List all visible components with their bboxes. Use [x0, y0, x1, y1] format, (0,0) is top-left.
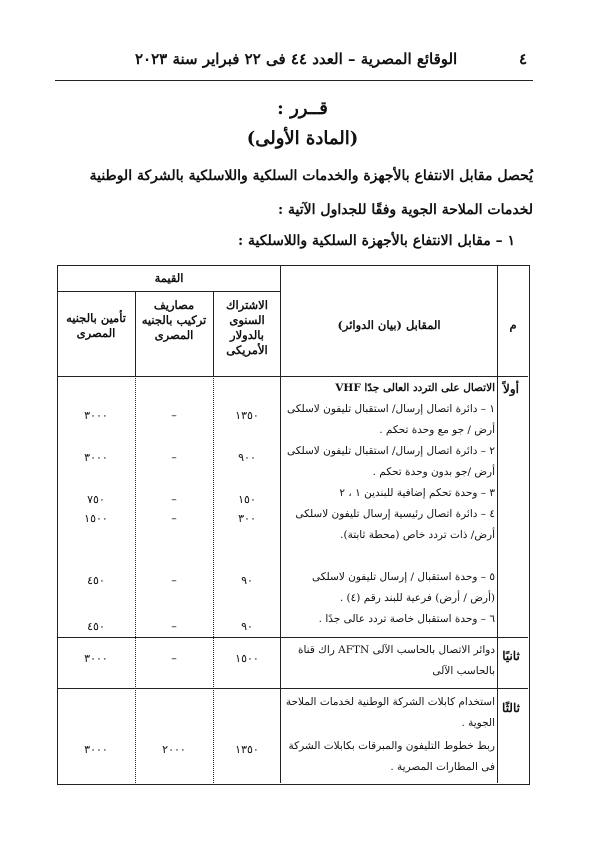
installation-value: –	[171, 652, 177, 665]
running-title: الوقائع المصرية – العدد ٤٤ فى ٢٢ فبراير سنة ٢٠٢٣	[135, 50, 458, 68]
subscription-value: ٩٠	[241, 620, 253, 633]
installation-value: –	[171, 493, 177, 506]
page-number: ٤	[518, 50, 527, 68]
header-value-group: القيمة	[154, 271, 184, 285]
insurance-value: ١٥٠٠	[84, 512, 108, 525]
row-number: ثالثًا	[502, 701, 520, 715]
row-text: استخدام كابلات الشركة الوطنية لخدمات الملاحة الجوية .	[285, 696, 495, 729]
installation-value: –	[171, 574, 177, 587]
subscription-value: ٩٠٠	[238, 451, 256, 464]
fees-table	[57, 265, 530, 785]
insurance-value: ٣٠٠٠	[84, 743, 108, 756]
paragraph-line: لخدمات الملاحة الجوية وفقًا للجداول الآتية :	[277, 202, 533, 218]
subscription-value: ١٣٥٠	[235, 409, 259, 422]
decision-heading: قــرر :	[277, 98, 328, 119]
header-installation: مصاريف تركيب بالجنيه المصرى	[141, 298, 207, 342]
item-text: ٢ – دائرة اتصال إرسال/ استقبال تليفون لاسلكى أرض /جو بدون وحدة تحكم .	[286, 445, 495, 478]
insurance-value: ٤٥٠	[87, 620, 105, 633]
insurance-value: ٣٠٠٠	[84, 652, 108, 665]
row-number: ثانيًا	[502, 649, 520, 663]
item-text: ٥ – وحدة استقبال / إرسال تليفون لاسلكى (أرض / أرض) فرعية للبند رقم (٤) .	[312, 571, 495, 604]
row-title: الاتصال على التردد العالى جدًا VHF	[335, 382, 495, 394]
header-description: المقابل (بيان الدوائر)	[337, 318, 441, 332]
installation-value: –	[171, 451, 177, 464]
row-text: دوائر الاتصال بالحاسب الآلى AFTN راك قناة بالحاسب الآلى	[297, 644, 495, 677]
insurance-value: ٤٥٠	[87, 574, 105, 587]
subscription-value: ٣٠٠	[238, 512, 256, 525]
row-text: ربط خطوط التليفون والمبرقات بكابلات الشركة فى المطارات المصرية .	[288, 740, 495, 773]
insurance-value: ٧٥٠	[87, 493, 105, 506]
header-rule	[55, 80, 533, 81]
header-number: م	[509, 318, 517, 332]
paragraph-line: ١ – مقابل الانتفاع بالأجهزة السلكية واللاسلكية :	[237, 233, 515, 249]
item-text: ٤ – دائرة اتصال رئيسية إرسال تليفون لاسلكى أرض/ ذات تردد خاص (محطة ثابتة).	[295, 508, 495, 541]
subscription-value: ١٥٠	[238, 493, 256, 506]
insurance-value: ٣٠٠٠	[84, 409, 108, 422]
paragraph-line: يُحصل مقابل الانتفاع بالأجهزة والخدمات السلكية واللاسلكية بالشركة الوطنية	[89, 168, 533, 184]
article-heading: (المادة الأولى)	[246, 128, 359, 149]
installation-value: –	[171, 512, 177, 525]
row-number: أولاً	[503, 382, 519, 396]
item-text: ٦ – وحدة استقبال خاصة تردد عالى جدًا .	[318, 613, 495, 625]
header-insurance: تأمين بالجنيه المصرى	[66, 311, 126, 340]
installation-value: –	[171, 409, 177, 422]
installation-value: ٢٠٠٠	[162, 743, 186, 756]
subscription-value: ١٥٠٠	[235, 652, 259, 665]
insurance-value: ٣٠٠٠	[84, 451, 108, 464]
subscription-value: ١٣٥٠	[235, 743, 259, 756]
installation-value: –	[171, 620, 177, 633]
item-text: ١ – دائرة اتصال إرسال/ استقبال تليفون لاسلكى أرض / جو مع وحدة تحكم .	[286, 403, 495, 436]
item-text: ٣ – وحدة تحكم إضافية للبندين ١ ، ٢	[339, 487, 495, 499]
header-subscription: الاشتراك السنوى بالدولار الأمريكى	[226, 298, 268, 357]
subscription-value: ٩٠	[241, 574, 253, 587]
